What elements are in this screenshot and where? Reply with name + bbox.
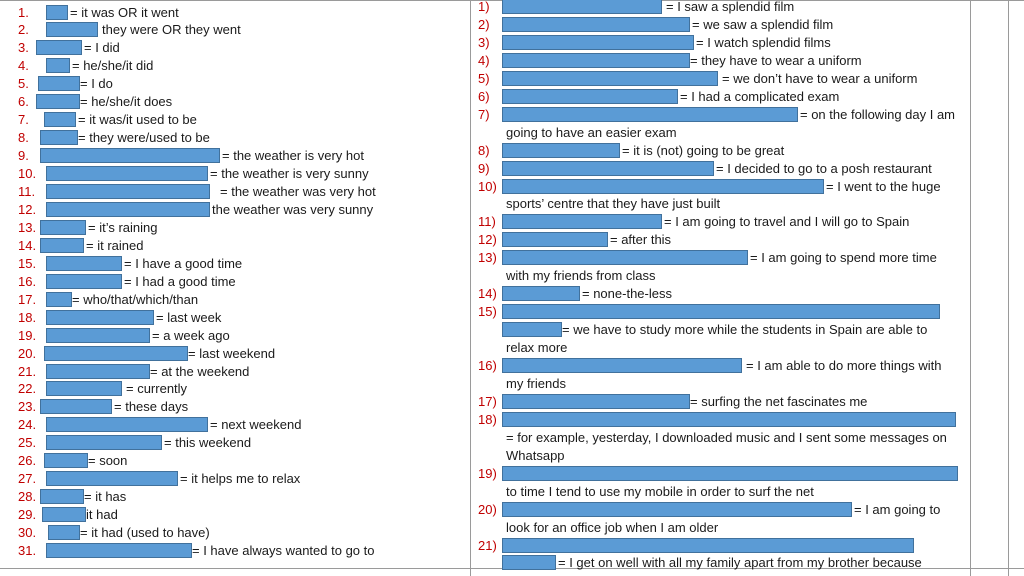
right-answer-blank[interactable] [502,35,694,50]
right-entry [0,393,1000,411]
right-entry-translation: = we saw a splendid film [692,16,834,32]
right-entry-translation: = we have to study more while the students in Spain are able to [562,322,928,338]
right-answer-blank[interactable] [502,89,678,104]
right-entry-number: 10) [478,178,497,194]
left-entry-translation: = the weather is very hot [222,148,364,164]
right-entry [0,195,1000,213]
left-entry-translation: = currently [126,381,188,397]
left-entry-number: 5. [18,76,29,92]
right-entry [0,285,1000,303]
right-answer-blank[interactable] [502,304,940,319]
right-entry-translation: going to have an easier exam [506,124,677,140]
left-entry-translation: = I have a good time [124,255,243,271]
right-entry [0,554,1000,572]
right-entry-number: 3) [478,34,490,50]
right-entry [0,411,1000,429]
left-entry-number: 23. [18,399,37,415]
right-answer-blank[interactable] [502,53,690,68]
right-answer-blank[interactable] [502,0,662,14]
right-answer-blank[interactable] [502,250,748,265]
right-entry [0,142,1000,160]
left-entry-number: 14. [18,237,37,253]
right-entry [0,213,1000,231]
right-entry-translation: = I went to the huge [826,178,941,194]
left-entry-translation: = these days [114,399,189,415]
right-entry [0,178,1000,196]
right-entry-number: 1) [478,0,490,14]
left-entry-translation: = they were/used to be [78,130,210,146]
right-answer-blank[interactable] [502,161,714,176]
right-entry-number: 19) [478,465,497,481]
right-entry [0,124,1000,142]
left-entry-number: 25. [18,435,37,451]
left-entry-number: 27. [18,471,37,487]
right-answer-blank[interactable] [502,502,852,517]
right-entry-number: 21) [478,537,497,553]
right-entry-translation: = I am able to do more things with [746,358,942,373]
right-entry-translation: = I watch splendid films [696,34,831,50]
left-entry-translation: = he/she/it did [72,58,154,74]
left-entry-number: 20. [18,345,37,361]
right-entry [0,231,1000,249]
left-entry-translation: = the weather was very hot [220,184,376,199]
right-entry [0,357,1000,375]
left-entry-number: 13. [18,219,37,235]
left-entry-translation: = at the weekend [150,363,250,379]
left-entry-translation: they were OR they went [102,22,241,38]
right-entry-translation: = I decided to go to a posh restaurant [716,160,932,176]
right-entry-translation: = I get on well with all my family apart from my brother because [558,555,922,571]
right-entry-translation: = we don’t have to wear a uniform [722,70,918,86]
right-entry-number: 4) [478,52,490,68]
left-entry-translation: = it has [84,489,127,505]
right-entry [0,106,1000,124]
right-entry [0,16,1000,34]
left-entry-translation: = I did [84,40,120,56]
left-entry-number: 28. [18,489,37,505]
right-entry [0,429,1000,447]
left-entry-number: 9. [18,148,29,164]
left-entry-translation: = I do [80,76,113,92]
left-entry-translation: = I have always wanted to go to [192,543,375,558]
left-entry-number: 24. [18,417,37,433]
left-entry-number: 15. [18,255,37,271]
left-entry-translation: = this weekend [164,435,252,451]
right-entry-translation: = for example, yesterday, I downloaded music and I sent some messages on [506,429,947,445]
right-answer-blank[interactable] [502,322,562,337]
right-entry-number: 20) [478,501,497,517]
right-entry [0,465,1000,483]
right-entry [0,52,1000,70]
left-entry-number: 6. [18,94,29,110]
right-edge-line [1008,0,1009,576]
right-entry-number: 12) [478,232,497,248]
left-entry-number: 19. [18,327,37,343]
right-answer-blank[interactable] [502,466,958,481]
right-entry-translation: relax more [506,340,568,356]
right-entry-number: 13) [478,250,497,266]
right-entry-translation: sports’ centre that they have just built [506,196,721,212]
right-answer-blank[interactable] [502,232,608,247]
right-entry-number: 15) [478,304,497,320]
left-entry-number: 1. [18,4,29,20]
left-entry-number: 17. [18,291,37,307]
left-entry-translation: the weather was very sunny [212,201,374,217]
right-entry-translation: to time I tend to use my mobile in order to surf the net [506,483,814,499]
right-entry-number: 18) [478,411,497,427]
left-entry-number: 29. [18,507,37,523]
right-answer-blank[interactable] [502,214,662,229]
left-entry-number: 10. [18,166,37,182]
right-entry [0,303,1000,321]
right-entry-translation: = I had a complicated exam [680,88,840,104]
right-entry [0,501,1000,519]
left-entry-number: 18. [18,309,37,325]
left-entry-number: 2. [18,22,29,38]
right-entry-translation: = I am going to spend more time [750,250,937,266]
right-entry [0,483,1000,501]
right-entry-translation: my friends [506,375,566,391]
right-entry [0,160,1000,178]
right-entry [0,321,1000,339]
right-entry [0,267,1000,285]
right-entry-translation: = it is (not) going to be great [622,142,785,158]
left-entry-translation: = a week ago [152,327,230,343]
right-answer-blank[interactable] [502,412,956,427]
right-entry-translation: = they have to wear a uniform [690,52,862,68]
right-entry [0,34,1000,52]
left-entry-translation: = he/she/it does [80,94,173,110]
right-answer-blank[interactable] [502,286,580,301]
left-entry-translation: = last week [156,309,222,325]
right-entry-translation: look for an office job when I am older [506,519,719,535]
right-entry-translation: with my friends from class [506,268,656,284]
left-entry-translation: = it rained [86,237,144,253]
left-entry-translation: = next weekend [210,417,302,433]
right-entry-translation: = none-the-less [582,286,672,302]
right-answer-blank[interactable] [502,71,718,86]
left-entry-number: 11. [18,184,36,199]
left-entry-number: 12. [18,201,37,217]
right-entry-number: 2) [478,16,490,32]
left-entry-number: 26. [18,453,37,469]
right-entry [0,537,1000,555]
left-entry-number: 22. [18,381,37,397]
right-entry-number: 11) [478,214,496,230]
right-entry [0,0,1000,16]
right-entry-number: 16) [478,358,497,373]
left-entry-number: 7. [18,112,29,128]
right-answer-blank[interactable] [502,358,742,373]
left-entry-number: 16. [18,273,37,289]
right-entry-translation: = I saw a splendid film [666,0,795,14]
right-answer-blank[interactable] [502,394,690,409]
right-entry-translation: = on the following day I am [800,106,956,122]
right-entry [0,70,1000,88]
left-entry-translation: = it’s raining [88,219,158,235]
right-entry-number: 14) [478,286,497,302]
left-entry-translation: = it helps me to relax [180,471,301,487]
right-entry-translation: = I am going to travel and I will go to Spain [664,214,910,230]
right-entry [0,249,1000,267]
right-answer-blank[interactable] [502,179,824,194]
right-entry [0,88,1000,106]
left-entry-translation: it had [86,507,118,523]
left-entry-number: 8. [18,130,29,146]
right-entry-number: 9) [478,160,490,176]
left-entry-translation: = last weekend [188,345,276,361]
right-entry-number: 17) [478,393,497,409]
right-entry-translation: = after this [610,232,672,248]
left-entry-translation: = it had (used to have) [80,525,210,541]
left-entry-number: 4. [18,58,29,74]
right-answer-blank[interactable] [502,143,620,158]
right-answer-blank[interactable] [502,555,556,570]
left-entry-number: 30. [18,525,37,541]
left-entry-translation: = I had a good time [124,273,236,289]
left-entry-number: 3. [18,40,29,56]
right-entry-translation: = I am going to [854,501,941,517]
right-answer-blank[interactable] [502,107,798,122]
right-entry-number: 7) [478,106,490,122]
right-entry-translation: = surfing the net fascinates me [690,393,868,409]
left-entry-translation: = the weather is very sunny [210,166,369,182]
right-entry-number: 6) [478,88,490,104]
right-entry [0,339,1000,357]
left-entry-translation: = it was OR it went [70,4,179,20]
left-entry-translation: = soon [88,453,128,469]
right-entry [0,519,1000,537]
left-entry-translation: = it was/it used to be [78,112,197,128]
left-entry-number: 31. [18,543,37,558]
right-entry-translation: Whatsapp [506,447,565,463]
right-entry-number: 8) [478,142,490,158]
right-entry-number: 5) [478,70,490,86]
left-entry-translation: = who/that/which/than [72,291,199,307]
right-entry [0,375,1000,393]
right-answer-blank[interactable] [502,538,914,553]
right-answer-blank[interactable] [502,17,690,32]
right-entry [0,447,1000,465]
left-entry-number: 21. [18,363,37,379]
